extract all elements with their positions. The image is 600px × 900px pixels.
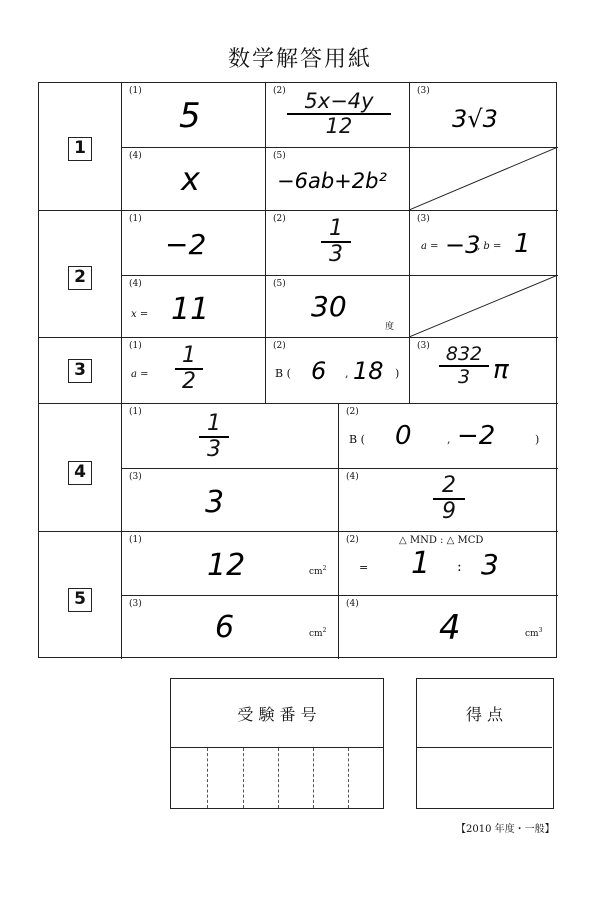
q2-1-number: (1) [129,214,142,224]
q3-2-y-answer: 18 [353,357,384,385]
q3-1-number: (1) [129,341,142,351]
grid-line [121,83,122,659]
grid-line [39,337,558,338]
grid-line [121,468,558,469]
q2-3-b-answer: 1 [514,229,531,259]
unit-exponent: 3 [538,627,543,634]
q5-3-unit [309,627,326,639]
q1-2-number: (2) [273,86,286,96]
q5-1-answer: 12 [207,548,246,583]
answer-grid [38,82,557,658]
unit-text: cm [525,629,539,639]
q1-4-answer: x [181,160,200,198]
question-1-label: 1 [68,137,92,161]
q2-3-a-prefix: a = [421,241,439,252]
q3-2-x-answer: 6 [311,357,327,385]
grid-line [409,83,410,403]
q5-2-ratio-header: △ MND : △ MCD [399,535,484,546]
q5-2-right-answer: 3 [481,548,499,581]
q4-1-numerator: 1 [207,411,221,436]
q4-4-numerator: 2 [442,473,456,498]
q3-3-numerator: 832 [445,343,483,365]
q2-2-denominator: 3 [329,242,343,267]
q2-2-fraction [321,218,351,266]
unit-exponent: 2 [322,627,327,634]
question-4-label: 4 [68,461,92,485]
blank-cell-diagonal [409,275,558,337]
q1-3-answer: 3√3 [452,105,498,133]
exam-number-label: 受 験 番 号 [237,704,317,724]
digit-divider [243,748,244,808]
q1-2-denominator: 12 [325,114,353,138]
q5-4-number: (4) [346,599,359,609]
q2-4-prefix: x = [131,309,149,320]
q5-2-left-answer: 1 [411,546,431,581]
q4-1-denominator: 3 [207,437,221,462]
grid-line [171,747,383,748]
q3-2-comma: , [345,367,349,380]
q3-2-number: (2) [273,341,286,351]
q1-3-number: (3) [417,86,430,96]
q5-3-number: (3) [129,599,142,609]
q1-1-answer: 5 [179,96,201,136]
q2-4-number: (4) [129,279,142,289]
q3-1-prefix: a = [131,369,149,380]
question-3-label: 3 [68,359,92,383]
grid-line [39,531,558,532]
q5-4-unit [525,627,542,639]
q4-2-open: B ( [349,433,365,446]
q2-2-numerator: 1 [329,216,343,241]
q2-5-unit: 度 [385,322,395,332]
q4-3-answer: 3 [205,485,225,520]
q5-2-number: (2) [346,535,359,545]
q3-1-denominator: 2 [182,369,196,394]
q4-2-number: (2) [346,407,359,417]
footer-year-label: 【2010 年度・一般】 [456,824,555,835]
exam-number-box [170,678,384,809]
q4-1-fraction [199,413,229,461]
q4-4-number: (4) [346,472,359,482]
score-label: 得 点 [465,704,504,724]
q5-4-answer: 4 [439,608,461,648]
grid-line [338,403,339,659]
q1-1-number: (1) [129,86,142,96]
q3-2-close: ) [395,367,400,380]
question-2-label: 2 [68,266,92,290]
q2-5-number: (5) [273,279,286,289]
q2-4-answer: 11 [171,292,210,327]
q4-4-fraction [433,475,465,523]
q1-5-answer: −6ab+2b² [277,169,387,193]
q1-5-number: (5) [273,151,286,161]
q4-2-close: ) [535,433,540,446]
unit-exponent: 2 [322,565,327,572]
question-5-label: 5 [68,588,92,612]
digit-divider [278,748,279,808]
q4-1-number: (1) [129,407,142,417]
q3-3-fraction [439,345,489,387]
page-title: 数学解答用紙 [227,47,372,72]
digit-divider [348,748,349,808]
unit-text: cm [309,567,323,577]
grid-line [39,403,558,404]
grid-line [265,83,266,403]
q4-2-x-answer: 0 [395,421,412,451]
q3-3-denominator: 3 [457,366,471,388]
q4-2-y-answer: −2 [457,421,496,451]
q2-3-b-prefix: , b = [477,241,502,252]
digit-divider [207,748,208,808]
q1-2-fraction [287,91,391,137]
q3-3-pi: π [493,355,509,385]
grid-line [121,595,558,596]
q3-1-numerator: 1 [182,343,196,368]
q4-4-denominator: 9 [442,499,456,524]
q2-2-number: (2) [273,214,286,224]
q2-3-number: (3) [417,214,430,224]
q1-4-number: (4) [129,151,142,161]
q5-1-number: (1) [129,535,142,545]
digit-divider [313,748,314,808]
q3-3-number: (3) [417,341,430,351]
q3-1-fraction [175,345,203,393]
blank-cell-diagonal [409,147,558,210]
grid-line [39,210,558,211]
q5-2-colon: : [457,559,462,575]
q1-2-numerator: 5x−4y [304,89,374,113]
grid-line [417,747,552,748]
q5-2-equals: = [359,561,369,574]
q4-2-comma: , [447,433,451,446]
q2-5-answer: 30 [311,290,347,323]
q5-3-answer: 6 [215,610,235,645]
unit-text: cm [309,629,323,639]
q2-1-answer: −2 [165,228,207,261]
q2-3-a-answer: −3 [445,231,481,259]
score-box [416,678,554,809]
q4-3-number: (3) [129,472,142,482]
q3-2-open: B ( [275,367,291,380]
q5-1-unit [309,565,326,577]
